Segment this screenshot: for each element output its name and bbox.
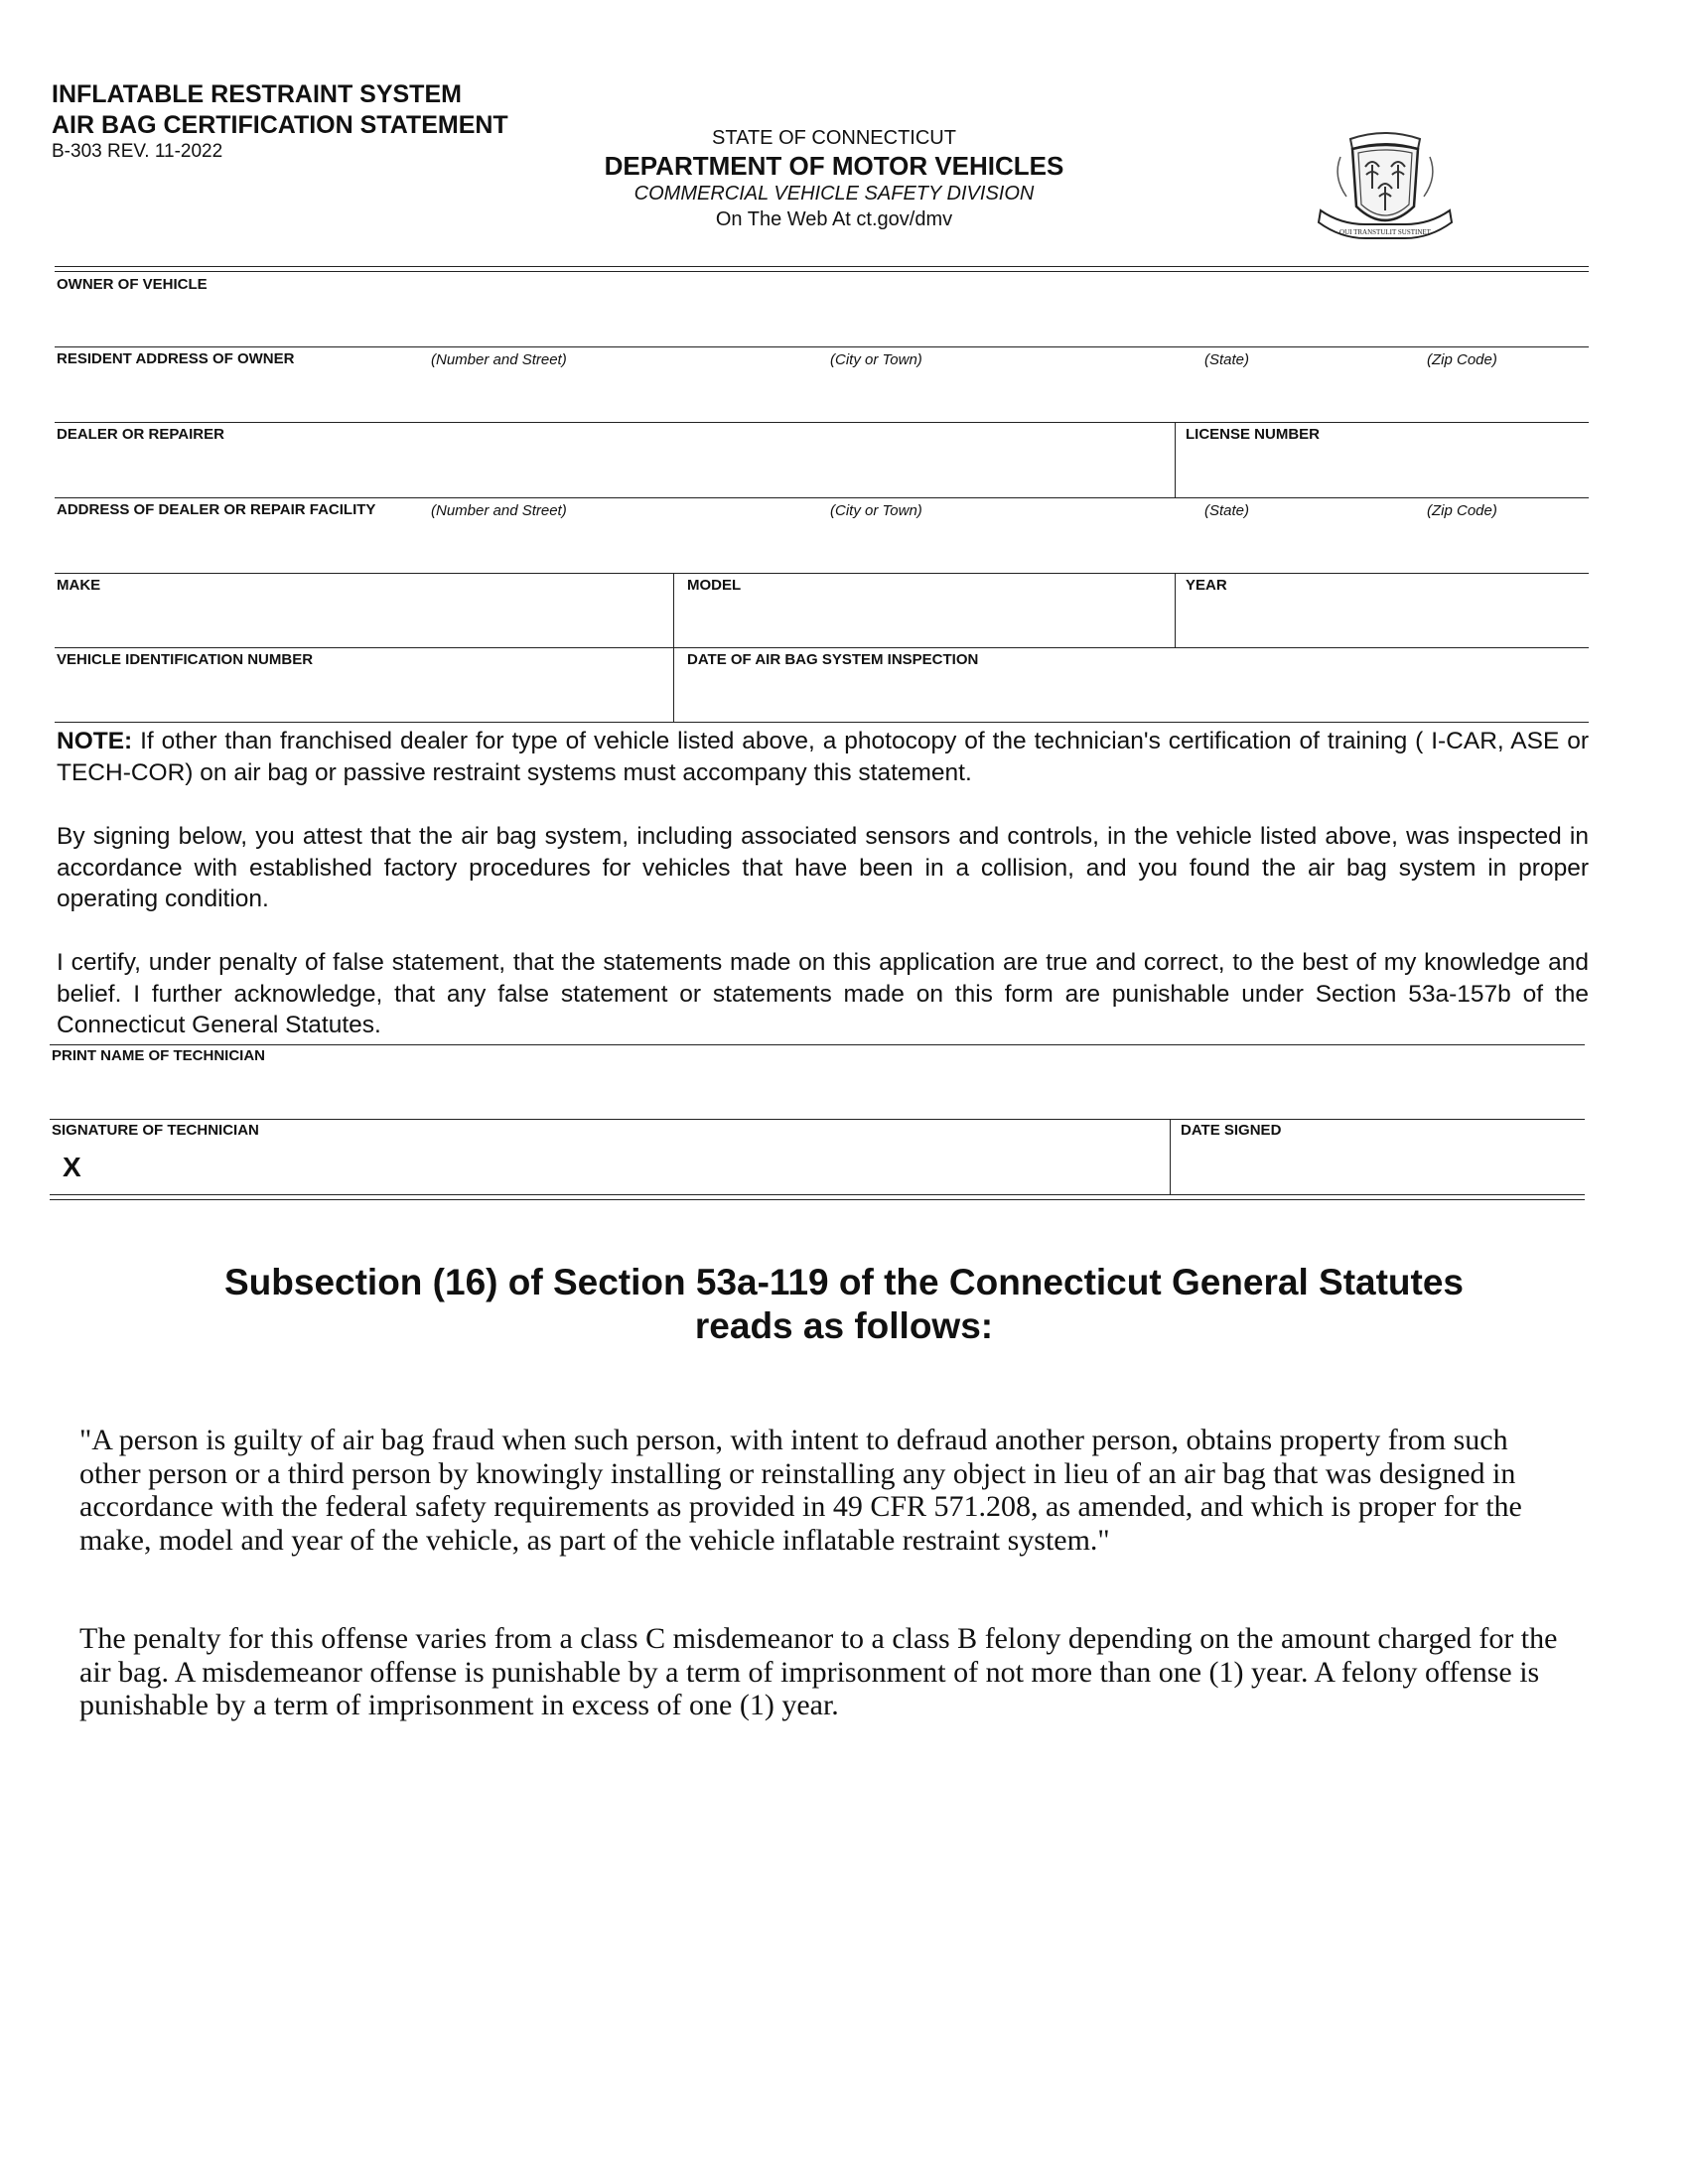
year-label: YEAR: [1186, 577, 1227, 594]
row-divider: [55, 422, 1589, 423]
model-label: MODEL: [687, 577, 742, 594]
signature-x-mark: X: [63, 1152, 81, 1182]
owner-label: OWNER OF VEHICLE: [57, 276, 208, 293]
date-signed-label: DATE SIGNED: [1181, 1122, 1282, 1139]
penalty-paragraph: The penalty for this offense varies from a class C misdemeanor to a class B felony depending on the amount charged for the air bag. A misdemeanor offense is punishable by a term of imprisonment of not more than one (1) year. A felony offense is punishable by a term of imprisonment in excess of one (1) year.: [79, 1622, 1558, 1721]
note-label: NOTE:: [57, 728, 133, 754]
column-divider: [1175, 573, 1176, 647]
dealer-city-hint: (City or Town): [830, 502, 922, 519]
state-name: STATE OF CONNECTICUT: [712, 127, 956, 149]
dealer-label: DEALER OR REPAIRER: [57, 426, 224, 443]
department-name: DEPARTMENT OF MOTOR VEHICLES: [604, 151, 1064, 181]
resident-address-label: RESIDENT ADDRESS OF OWNER: [57, 350, 295, 367]
website: On The Web At ct.gov/dmv: [715, 208, 953, 230]
statute-quote: "A person is guilty of air bag fraud when such person, with intent to defraud another person, obtains property from such other person or a third person by knowingly installing or reinstalling any object in lieu of an air bag that was designed in accordance with the federal safety requirements as provided in 49 CFR 571.208, as amended, and which is proper for the make, model and year of the vehicle, as part of the vehicle inflatable restraint system.": [79, 1424, 1522, 1557]
seal-motto: QUI TRANSTULIT SUSTINET: [1339, 228, 1431, 236]
row-divider: [50, 1044, 1585, 1045]
signature-label: SIGNATURE OF TECHNICIAN: [52, 1122, 259, 1139]
certify-paragraph: I certify, under penalty of false statement, that the statements made on this application are true and correct, to the best of my knowledge and belief. I further acknowledge, that any false statement or statements made on this form are punishable under Section 53a-157b of the Connecticut General Statutes.: [57, 949, 1589, 1038]
dealer-address-label: ADDRESS OF DEALER OR REPAIR FACILITY: [57, 501, 376, 518]
division-name: COMMERCIAL VEHICLE SAFETY DIVISION: [633, 183, 1035, 205]
dealer-street-hint: (Number and Street): [431, 502, 567, 519]
column-divider: [1175, 422, 1176, 497]
note-paragraph: [57, 726, 1589, 788]
license-number-label: LICENSE NUMBER: [1186, 426, 1321, 443]
statute-heading-line2: reads as follows:: [694, 1305, 994, 1346]
owner-city-hint: (City or Town): [830, 351, 922, 368]
connecticut-state-seal-icon: [1311, 127, 1460, 251]
bottom-rule: [50, 1194, 1585, 1195]
form-title-line1: INFLATABLE RESTRAINT SYSTEM: [52, 80, 462, 108]
row-divider: [55, 647, 1589, 648]
bottom-rule-double: [50, 1199, 1585, 1200]
row-divider: [55, 497, 1589, 498]
owner-street-hint: (Number and Street): [431, 351, 567, 368]
form-code: B-303 REV. 11-2022: [52, 141, 223, 162]
attest-paragraph: By signing below, you attest that the air bag system, including associated sensors and controls, in the vehicle listed above, was inspected in accordance with established factory procedures for vehicles that have been in a collision, and you found the air bag system in proper operating condition.: [57, 823, 1589, 912]
dealer-zip-hint: (Zip Code): [1427, 502, 1497, 519]
row-divider: [55, 346, 1589, 347]
form-title: [52, 79, 508, 141]
print-name-label: PRINT NAME OF TECHNICIAN: [52, 1047, 265, 1064]
agency-block: [536, 125, 1132, 232]
inspection-date-label: DATE OF AIR BAG SYSTEM INSPECTION: [687, 651, 979, 668]
row-divider: [50, 1119, 1585, 1120]
top-rule: [55, 266, 1589, 267]
form-title-line2: AIR BAG CERTIFICATION STATEMENT: [52, 111, 508, 139]
row-divider: [55, 573, 1589, 574]
owner-state-hint: (State): [1204, 351, 1250, 368]
row-divider: [55, 722, 1589, 723]
vin-label: VEHICLE IDENTIFICATION NUMBER: [57, 651, 314, 668]
statute-heading-line1: Subsection (16) of Section 53a-119 of the Connecticut General Statutes: [223, 1262, 1464, 1302]
owner-zip-hint: (Zip Code): [1427, 351, 1497, 368]
top-rule-double: [55, 271, 1589, 272]
make-label: MAKE: [57, 577, 101, 594]
column-divider: [1170, 1119, 1171, 1194]
dealer-state-hint: (State): [1204, 502, 1250, 519]
statute-heading: [99, 1261, 1589, 1348]
note-body: If other than franchised dealer for type of vehicle listed above, a photocopy of the technician's certification of training ( I-CAR, ASE or TECH-COR) on air bag or passive restraint systems must accompany this statement.: [57, 728, 1589, 786]
